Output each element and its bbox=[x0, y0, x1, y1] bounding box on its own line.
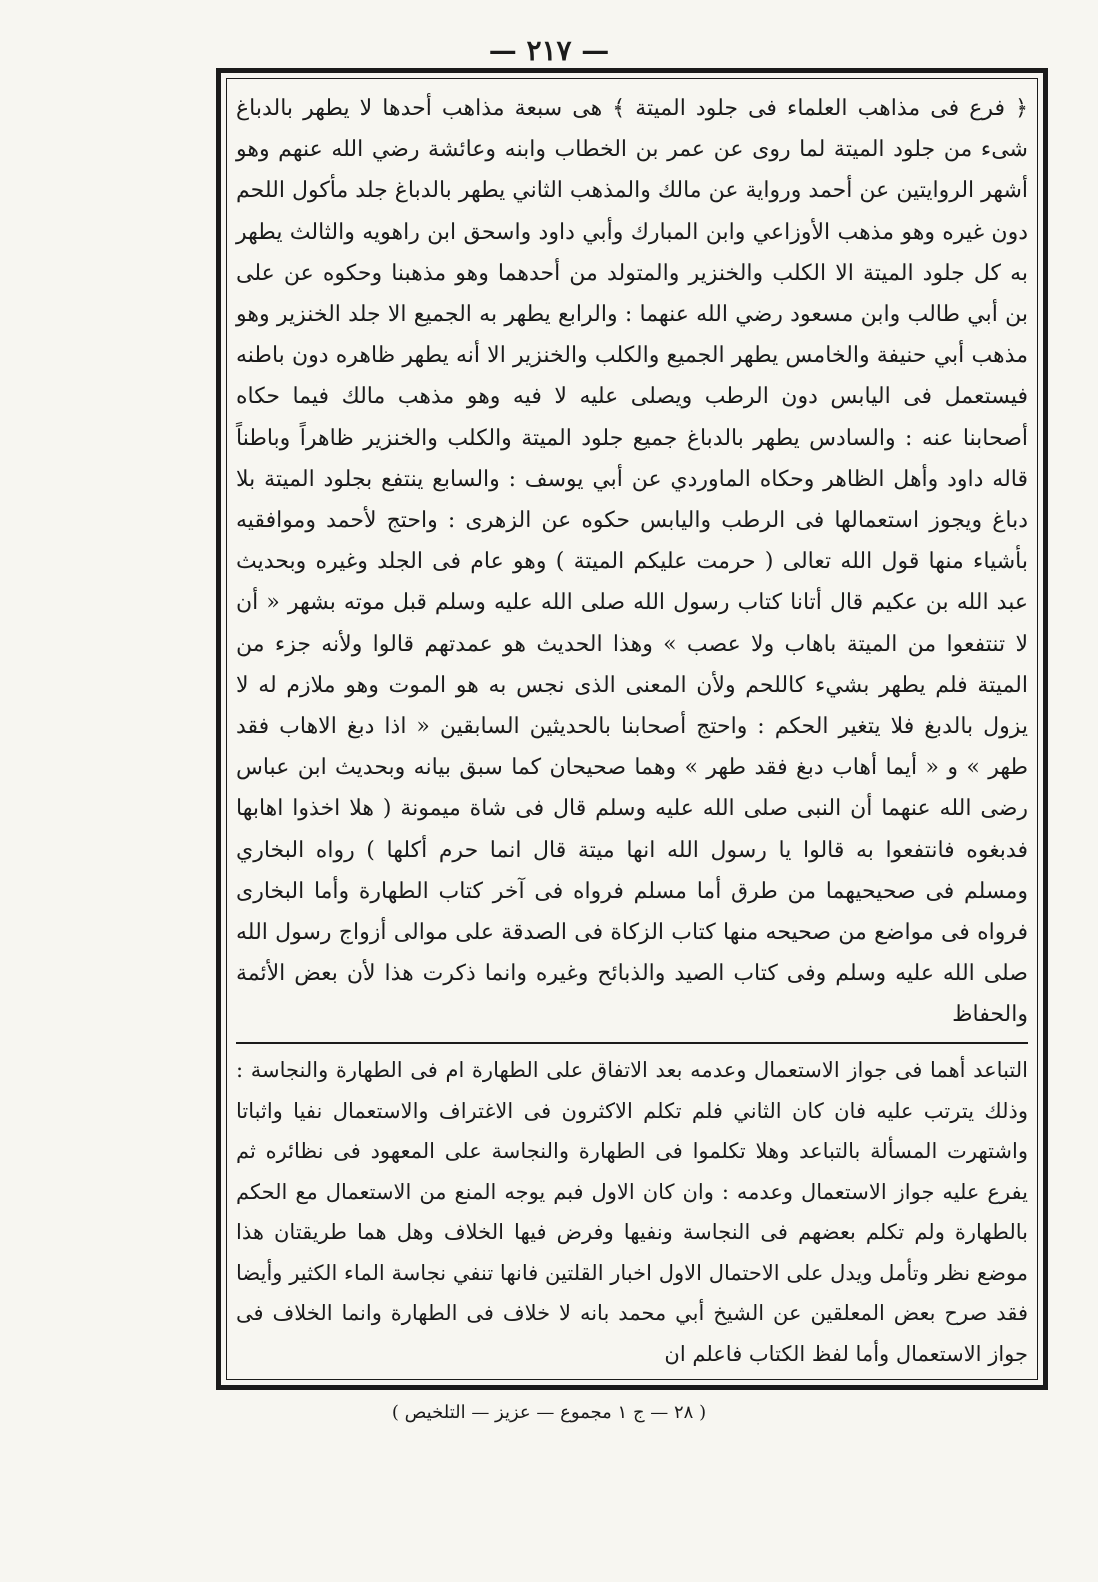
page-number: — ٢١٧ — bbox=[488, 34, 610, 67]
main-body bbox=[236, 88, 1028, 1036]
footnote-section bbox=[236, 1050, 1028, 1374]
footnote-divider bbox=[236, 1042, 1028, 1044]
footnote-paragraph: التباعد أهما فى جواز الاستعمال وعدمه بعد الاتفاق على الطهارة ام فى الطهارة والنجاسة : وذلك يترتب عليه فان كان الثاني فلم تكلم الاكثرون فى الاغتراف والاستعمال نفيا واثباتا واشتهرت المسألة بالتباعد وهلا تكلموا فى الطهارة والنجاسة على المعهود فى نظائره ثم يفرع عليه جواز الاستعمال وعدمه : وان كان الاول فبم يوجه المنع من الاستعمال مع الحكم بالطهارة ولم تكلم بعضهم فى النجاسة ونفيها وفرض فيها الخلاف وهل هما طريقتان هذا موضع نظر وتأمل ويدل على الاحتمال الاول اخبار القلتين فانها تنفي نجاسة الماء الكثير وأيضا فقد صرح بعض المعلقين عن الشيخ أبي محمد بانه لا خلاف فى الطهارة وانما الخلاف فى جواز الاستعمال وأما لفظ الكتاب فاعلم ان bbox=[236, 1058, 1028, 1366]
printer-signature: ( ٢٨ — ج ١ مجموع — عزيز — التلخيص ) bbox=[391, 1402, 707, 1423]
main-paragraph: ﴿ فرع فى مذاهب العلماء فى جلود الميتة ﴾ هى سبعة مذاهب أحدها لا يطهر بالدباغ شىء من جلود الميتة لما روى عن عمر بن الخطاب وابنه وعائشة رضي الله عنهم وهو أشهر الروايتين عن أحمد ورواية عن مالك والمذهب الثاني يطهر بالدباغ جلد مأكول اللحم دون غيره وهو مذهب الأوزاعي وابن المبارك وأبي داود واسحق ابن راهويه والثالث يطهر به كل جلود الميتة الا الكلب والخنزير والمتولد من أحدهما وهو مذهبنا وحكوه عن على بن أبي طالب وابن مسعود رضي الله عنهما : والرابع يطهر به الجميع الا جلد الخنزير وهو مذهب أبي حنيفة والخامس يطهر الجميع والكلب والخنزير الا أنه يطهر ظاهره دون باطنه فيستعمل فى اليابس دون الرطب ويصلى عليه لا فيه وهو مذهب مالك فيما حكاه أصحابنا عنه : والسادس يطهر بالدباغ جميع جلود الميتة والكلب والخنزير ظاهراً وباطناً قاله داود وأهل الظاهر وحكاه الماوردي عن أبي يوسف : والسابع ينتفع بجلود الميتة بلا دباغ ويجوز استعمالها فى الرطب واليابس حكوه عن الزهرى : واحتج لأحمد وموافقيه بأشياء منها قول الله تعالى ( حرمت عليكم الميتة ) وهو عام فى الجلد وغيره وبحديث عبد الله بن عكيم قال أتانا كتاب رسول الله صلى الله عليه وسلم قبل موته بشهر « أن لا تنتفعوا من الميتة باهاب ولا عصب » وهذا الحديث هو عمدتهم قالوا ولأنه جزء من الميتة فلم يطهر بشيء كاللحم ولأن المعنى الذى نجس به هو الموت وهو ملازم له لا يزول بالدبغ فلا يتغير الحكم : واحتج أصحابنا بالحديثين السابقين « اذا دبغ الاهاب فقد طهر » و « أيما أهاب دبغ فقد طهر » وهما صحيحان كما سبق بيانه وبحديث ابن عباس رضى الله عنهما أن النبى صلى الله عليه وسلم قال فى شاة ميمونة ( هلا اخذوا اهابها فدبغوه فانتفعوا به قالوا يا رسول الله انها ميتة قال انما حرم أكلها ) رواه البخاري ومسلم فى صحيحيهما من طرق أما مسلم فرواه فى آخر كتاب الطهارة وأما البخارى فرواه فى مواضع من صحيحه منها كتاب الزكاة فى الصدقة على موالى أزواج رسول الله صلى الله عليه وسلم وفى كتاب الصيد والذبائح وغيره وانما ذكرت هذا لأن بعض الأئمة والحفاظ bbox=[236, 96, 1028, 1028]
